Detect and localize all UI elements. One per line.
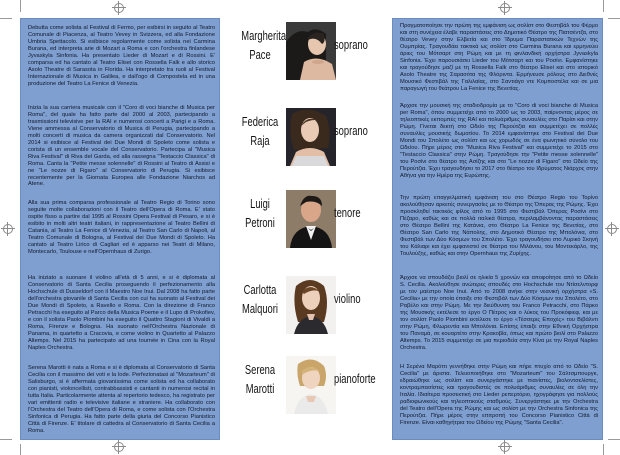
musician-row-malquori — [220, 276, 392, 342]
instrument-label: soprano — [334, 37, 368, 52]
first-name: Margherita — [241, 28, 287, 43]
musician-row-raja — [220, 108, 392, 174]
bio-greek-pace: Πραγματοποίησε την πρώτη της εμφάνιση ως σολίστ στο Φεστιβάλ του Φέρμο και στη συνέχεια έλαβε παραστάσεις στο Δημοτικό Θέατρο της Πιατσέντζα, στο θέατρο Vevey στην Ελβετία και στο Ίδρυμα Παραστατικών Τεχνών της Ουμπρίας. Τραγουδάει τακτικά ως σολίστ στο Carmina Burana και ερμηνεύει άριες του Μότσαρτ στη Ρώμη και με τη φινλανδική ορχήστρα Jyvaskyla Sinfonia. Έχει παρουσιάσει Lieder του Μότσαρτ και του Ροσίνι. Εμφανίστηκε και τραγούδησε μαζί με τη Rossella Falk στο θέατρο Elisei και στο ιστορικό Asolo Theatre της Σαρασότα της Φλόριντα. Ερμήνευσε ρόλους στο Διεθνές Μουσικό Φεστιβάλ της Γαλιλαίας, στο Σαντιάγο ντε Κομποστέλα και σε μια παραγωγή του θεάτρου La Fenice της Βενετίας. — [400, 23, 598, 92]
instrument-label: tenore — [334, 205, 361, 220]
bio-italian-pace: Debutta come solista al Festival di Fermo, per esibirsi in seguito al Teatro Comunale di Piacenza, al Teatro Vevey in Svizzera, ed alla Fondazione Umbria Spettacolo. Si esibisce regolarmente come solista nei Carmina Burana, ed interpreta arie di Mozart a Roma e con l'orchestra finlandese Jyvaskyla Sinfonia. Ha presentato Lieder di Mozart e di Rossini. E' comparsa ed ha cantato al Teatro Elisei con Rossella Falk e allo storico Asolo Theatre di Sarasota in Florida. Ha interpretato tra ruoli al Festival Internazionale di Musica in Galilea, e dall'ogo di Compostela ed in una produzione del Teatro La Fenice di Venezia. — [28, 25, 215, 87]
last-name: Petroni — [245, 215, 275, 230]
musician-name — [241, 280, 278, 318]
instrument-label: violino — [334, 291, 361, 306]
crop-line — [20, 0, 21, 12]
bio-italian-marotti: Serena Marotti è nata a Roma e si è diplomata al Conservatorio di Santa Cecilia con il massimo dei voti e la lode. Perfezionatasi al "Mozarteum" di Salisburgo, si è affermata giovanissima come solista ed ha collaborato con pianisti, violoncellisti, contrabbassisti e cantanti in numerosi recital in tutta Italia. Particolarmente attenta al repertorio tedesco, ha registrato per vari emittenti radio e televisive italiane e straniere. Ha collaborato con l'Orchestra del Teatro dell'Opera di Roma, e come solista con l'Orchestra Sinfonica di Perugia. Ha fatto parte della giuria del Concorso Pianistico Città di Firenze. E' titolare di cattedra al Conservatorio di Santa Cecilia a Roma. — [28, 365, 215, 434]
musician-name — [241, 360, 278, 398]
italian-bios-panel — [20, 18, 220, 440]
last-name: Raja — [250, 133, 270, 148]
portrait-photo-pace — [286, 22, 336, 80]
instrument-label: pianoforte — [334, 371, 376, 386]
registration-mark-bottom-left — [112, 440, 126, 454]
bio-greek-malquori: Άρχισε να σπουδάζει βιολί σε ηλικία 5 χρονών και αποφοίτησε από το Ωδείο S. Cecilia. Ακολούθησε ανώτερες σπουδές στο Hochschule του Ντίσελντορφ με τον μαέστρο Noe Inui. Από το 2008 ανήκε στην νεανική ορχήστρα «S. Cecilia» με την οποία έπαιξε στο Φεστιβάλ των Δύο Κόσμων του Σπολέτο, στο Ραβέλο και στην Ρώμη. Με την διεύθυνση του Franco Petracchi, στο Πάρκο της Μουσικής εκτέλεσε το έργο Ο Πέτρος και ο λύκος του Προκόφιεφ, και με τον σολίστ Paolo Piombini εκτέλεσε το έργο «Τέσσερις Εποχές» του Βιβάλντι στην Ρώμη, Φλωρεντία και Μπολόνια. Επίσης έπαιξε στην Εθνική Ορχήστρα του Παναμά, σε κουαρτέτο στην Κρακοβία, όπως και πρώτο βιολί στο Palazzo Altemps. Το 2015 συμμετείχε σε μια περιοδεία στην Κίνα με την Royal Naples Orchestra. — [400, 275, 598, 351]
portrait-photo-petroni — [286, 190, 336, 248]
crop-line — [608, 18, 620, 19]
bio-greek-marotti: Η Σερένα Μαρόττι γεννήθηκε στην Ρώμη και πήρε πτυχίο από το Ωδείο "S. Cecilia" με άριστα. Τελειοποιήθηκε στο "Mozarteum" του Σάλτσμπουργκ, εδραιώθηκε ως σολίστ και συνεργάστηκε με πιανίστες, βιολοντσελίστες, κοντραμπασίστες και τραγουδιστές σε πολυάριθμες συναυλίες σε όλη την Ιταλία. Ιδιαίτερα προσεκτική στο Lieder ρεπερτόριο, ηχογράφησε για πολλούς ραδιοφωνικούς και τηλεοπτικούς σταθμούς. Συνεργάστηκε με την Orchestra del Teatro dell'Opera της Ρώμης και ως σολίστ με την Orchestra Sinfonica της Περούτζια. Πήρε μέρος στην επιτροπή του Concorso Pianistico Città di Firenze. Είναι καθηγήτρια του Ωδείου της Ρώμης "Santa Cecilia". — [400, 364, 598, 426]
crop-line — [0, 18, 12, 19]
musician-name — [241, 26, 287, 64]
crop-line — [603, 0, 604, 12]
portrait-photo-malquori — [286, 276, 336, 334]
registration-mark-top-right — [498, 1, 512, 15]
musicians-column — [220, 18, 392, 440]
musician-row-pace — [220, 22, 392, 88]
last-name: Malquori — [242, 301, 278, 316]
registration-mark-top-left — [112, 1, 126, 15]
musician-row-marotti — [220, 356, 392, 422]
first-name: Federica — [241, 114, 279, 129]
crop-line — [603, 444, 604, 455]
bio-italian-malquori: Ha iniziato a suonare il violino all'età di 5 anni, e si è diplomata al Conservatorio di Santa Cecilia proseguendo il perfezionamento alla Hochschule di Dusseldorf con il Maestro Noe Inui. Dal 2008 ha fatto parte dell'orchestra giovanile di Santa Cecilia con cui ha suonato al Festival dei Due Mondi di Spoleto, a Ravello e Roma. Con la direzione di Franco Petracchi ha eseguito al Parco della Musica Poeme e il Lupo di Prokofiev, e con il solista Paolo Piombini ha eseguito il Quattro Stagioni di Vivaldi a Roma, Firenze e Bologna. Ha suonato nell'Orchestra Nazionale di Panama, in quartetto a Cracovia, e come violino in Quartetto al Palazzo Altemps. Nel 2015 ha partecipato ad una tournée in Cina con la Royal Naples Orchestra. — [28, 275, 215, 351]
registration-mark-right — [605, 222, 619, 236]
first-name: Luigi — [250, 196, 270, 211]
last-name: Pace — [249, 47, 271, 62]
last-name: Marotti — [245, 381, 275, 396]
crop-line — [0, 439, 12, 440]
crop-line — [20, 444, 21, 455]
registration-mark-left — [1, 222, 15, 236]
portrait-photo-marotti — [286, 356, 336, 414]
bio-italian-petroni: Alla sua prima comparsa professionale al Teatro Regio di Torino sono seguite molte collaborazioni con il Teatro dell'Opera di Roma. E' stato ospite fisso a partire dal 1995 al Rossini Opera Festival di Pesaro, e si è esibito in molti altri teatri italiani, in rappresentazione al Teatro Bellini di Catania, al Teatro La Fenice di Venezia, al Teatro San Carlo di Napoli, al Teatro Comunale di Bologna, al Festival dei Due Mondi di Spoleto. Ha cantato al Teatro Lirico di Cagliari ed è apparso nei Teatri di Milano, Montecarlo, Toulouse e nell'Opernhaus di Zurigo. — [28, 200, 215, 255]
musician-row-petroni — [220, 190, 392, 256]
portrait-photo-raja — [286, 108, 336, 166]
first-name: Carlotta — [243, 282, 277, 297]
bio-greek-petroni: Την πρώτη επαγγελματική εμφάνιση του στο Θέατρο Regio του Τορίνο ακολούθησαν αρκετές συνεργασίες με το Θέατρο της Όπερας της Ρώμης. Έχει προσκληθεί τακτικός φίλος από το 1995 στο Φεστιβάλ Όπερας Ροσίνι στο Πέζαρο, καθώς και σε πολλά ιταλικά θέατρα, περιλαμβάνοντας παραστάσεις στο Θέατρο Bellini της Κατάνια, στο Θέατρο La Fenice της Βενετίας, στο Θέατρο San Carlo της Νάπολης, στο Δημοτικό Θέατρο της Μπολόνια, στο Φεστιβάλ των Δύο Κόσμων του Σπολέτο. Έχει τραγουδήσει στο Λυρικό Σκηνή του Κάλιαρι και έχει εμφανιστεί σε θέατρα του Μιλάνου, του Μοντεκάρλο, της Τουλούζης, καθώς και στην Opernhaus της Ζυρίχης. — [400, 195, 598, 257]
greek-bios-panel — [392, 18, 603, 440]
musician-name — [241, 112, 278, 150]
musician-name — [241, 194, 278, 232]
bio-italian-raja: Inizia la sua carriera musicale con il "Coro di voci bianche di Musica per Roma", del quale ha fatto parte dal 2000 al 2003, partecipando a trasmissioni televisive per la RAI e numerosi concerti a Parigi e a Roma. Viene ammessa al Conservatorio di Musica di Perugia, partecipando a molti concerti di musica da camera organizzati dal Conservatorio. Nel 2014 si esibisce al Festival dei Due Mondi di Spoleto come solista e corista di un ensemble vocale del Conservatorio. Partecipa al "Musica Riva Festival" di Riva del Garda, ed alla rassegna "Testaccio Classica" di Roma. Canta la "Petite messe solennelle" di Rossini al Teatro di Assisi e ne "Le nozze di Figaro" al Conservatorio di Perugia. Si esibisce recentemente per la Giornata Europea alle Fondazione Niarchos ad Atene. — [28, 105, 215, 188]
crop-line — [608, 439, 620, 440]
registration-mark-bottom-right — [498, 440, 512, 454]
bio-greek-raja: Άρχισε την μουσική της σταδιοδρομία με το "Coro di voci bianche di Musica per Roma", όπου συμμετείχε από το 2000 ως το 2003, παίρνοντας μέρος σε τηλεοπτικές εκπομπές της RAI και πολυάριθμες συναυλίες στο Παρίσι και στην Ρώμη. Γίνεται δεκτή στο Ωδείο της Περούτζια και συμμετέχει σε πολλές συναυλίες μουσικής δωματίου. Το 2014 εμφανίστηκε στο Festival dei Due Mondi του Σπολέτο ως σολίστ και ως χορωδός σε ένα φωνητικό σύνολο του Ωδείου. Πήρε μέρος στο "Musica Riva Festival" και συμμετείχε το 2015 στο "Testaccio Classica" στην Ρώμη. Τραγούδησε την "Petite messe solennelle" του Ροσίνι στο θέατρο της Ασίζης και στο "Le nozze di Figaro" στο Ωδείο της Περούτζια. Έχει τραγουδήσει το 2017 στο θέατρο του Ιδρύματος Νιάρχος στην Αθήνα για την Ημέρα της Ευρώπης. — [400, 103, 598, 179]
instrument-label: soprano — [334, 123, 368, 138]
first-name: Serena — [244, 362, 276, 377]
